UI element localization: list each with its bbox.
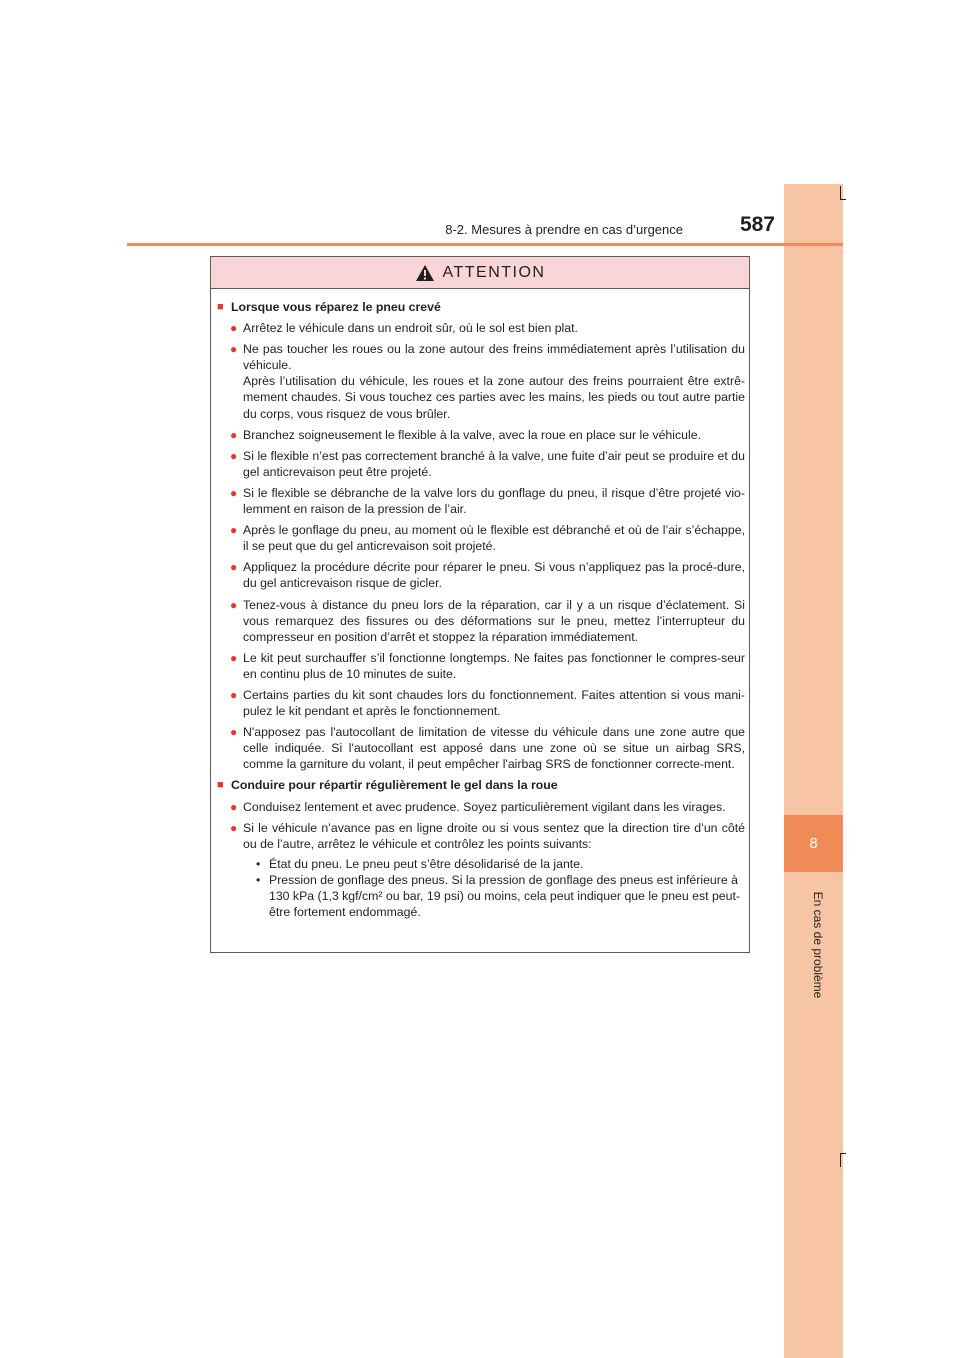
header-rule <box>127 243 843 246</box>
round-bullet-icon: ● <box>230 687 238 702</box>
list-item: ● Si le flexible se débranche de la valve lors du gonflage du pneu, il risque d’être projeté vio-lemment en raison de la pression de l’air. <box>230 485 745 517</box>
attention-header <box>211 257 749 289</box>
section-heading: ■ Lorsque vous réparez le pneu crevé <box>217 300 441 314</box>
section-heading: ■ Conduire pour répartir régulièrement le gel dans la roue <box>217 778 558 793</box>
chapter-side-tab <box>784 184 843 1358</box>
section-title: 8-2. Mesures à prendre en cas d’urgence <box>445 222 683 237</box>
round-bullet-icon: ● <box>230 820 238 835</box>
round-bullet-icon: ● <box>230 448 238 463</box>
attention-title: ATTENTION <box>442 263 546 281</box>
crop-mark-top <box>840 186 841 200</box>
list-item: ● Si le flexible n’est pas correctement branché à la valve, une fuite d’air peut se produire et du gel anticrevaison peut être projeté. <box>230 448 745 479</box>
sub-list-item: • Pression de gonflage des pneus. Si la pression de gonflage des pneus est inférieure à 130 kPa (1,3 kgf/cm² ou bar, 19 psi) ou moins, cela peut indiquer que le pneu est peut-être fortement endommagé. <box>256 872 740 920</box>
round-bullet-icon: ● <box>230 523 238 538</box>
round-bullet-icon: ● <box>230 485 238 500</box>
list-item: ● N'apposez pas l'autocollant de limitation de vitesse du véhicule dans une zone autre que celle indiquée. Si l'autocollant est apposé dans une zone où se situe un airbag SRS, comme la garniture du volant, il peut empêcher l'airbag SRS de fonctionner correcte-ment. <box>230 725 745 772</box>
list-item: ● Si le véhicule n’avance pas en ligne droite ou si vous sentez que la direction tire d’un côté ou de l’autre, arrêtez le véhicule et contrôlez les points suivants: <box>230 820 745 851</box>
list-item: ● Tenez-vous à distance du pneu lors de la réparation, car il y a un risque d’éclatement. Si vous remarquez des fissures ou des déformations sur le pneu, mettez l’interrupteur du compresseur en position d’arrêt et stoppez la réparation immédiatement. <box>230 597 745 644</box>
crop-mark-bottom-h <box>840 1153 846 1154</box>
list-item: ● Le kit peut surchauffer s’il fonctionne longtemps. Ne faites pas fonctionner le compres-seur en continu plus de 10 minutes de suite. <box>230 650 745 681</box>
list-item: ● Branchez soigneusement le flexible à la valve, avec la roue en place sur le véhicule. <box>230 427 701 442</box>
list-item: ● Conduisez lentement et avec prudence. Soyez particulièrement vigilant dans les virages. <box>230 799 726 814</box>
list-item: ● Certains parties du kit sont chaudes lors du fonctionnement. Faites attention si vous mani-pulez le kit pendant et après le fonctionnement. <box>230 687 745 719</box>
sub-list-item: • État du pneu. Le pneu peut s’être désolidarisé de la jante. <box>256 856 584 871</box>
list-item: ● Appliquez la procédure décrite pour réparer le pneu. Si vous n’appliquez pas la procé-dure, du gel anticrevaison risque de gicler. <box>230 560 745 591</box>
crop-mark-bottom <box>840 1153 841 1167</box>
chapter-number-tab[interactable]: 8 <box>784 815 843 872</box>
attention-box <box>210 256 750 953</box>
square-bullet-icon: ■ <box>217 301 224 313</box>
list-item: ● Après le gonflage du pneu, au moment où le flexible est débranché et où de l’air s’échappe, il se peut que du gel anticrevaison soit projeté. <box>230 523 745 554</box>
round-bullet-icon: ● <box>230 650 238 665</box>
chapter-label: En cas de problème <box>811 891 825 999</box>
round-bullet-icon: ● <box>230 342 238 357</box>
round-bullet-icon: ● <box>230 597 238 612</box>
square-bullet-icon: ■ <box>217 779 224 792</box>
round-bullet-icon: ● <box>230 560 238 575</box>
sub-list <box>256 856 745 920</box>
attention-content <box>217 299 745 923</box>
round-bullet-icon: ● <box>230 799 238 814</box>
list-item: ● Ne pas toucher les roues ou la zone autour des freins immédiatement après l’utilisation du véhicule. Après l’utilisation du véhicule, les roues et la zone autour des freins pourraient être extrê-mement chaudes. Si vous touchez ces parties avec les mains, les pieds ou tout autre partie du corps, vous risquez de vous brûler. <box>230 342 745 421</box>
round-bullet-icon: ● <box>230 427 238 442</box>
page-number: 587 <box>739 213 775 236</box>
list-item: ● Arrêtez le véhicule dans un endroit sûr, où le sol est bien plat. <box>230 321 578 336</box>
round-bullet-icon: ● <box>230 321 238 336</box>
crop-mark-top-h <box>840 199 846 200</box>
round-bullet-icon: ● <box>230 725 238 740</box>
warning-triangle-icon <box>415 264 435 282</box>
